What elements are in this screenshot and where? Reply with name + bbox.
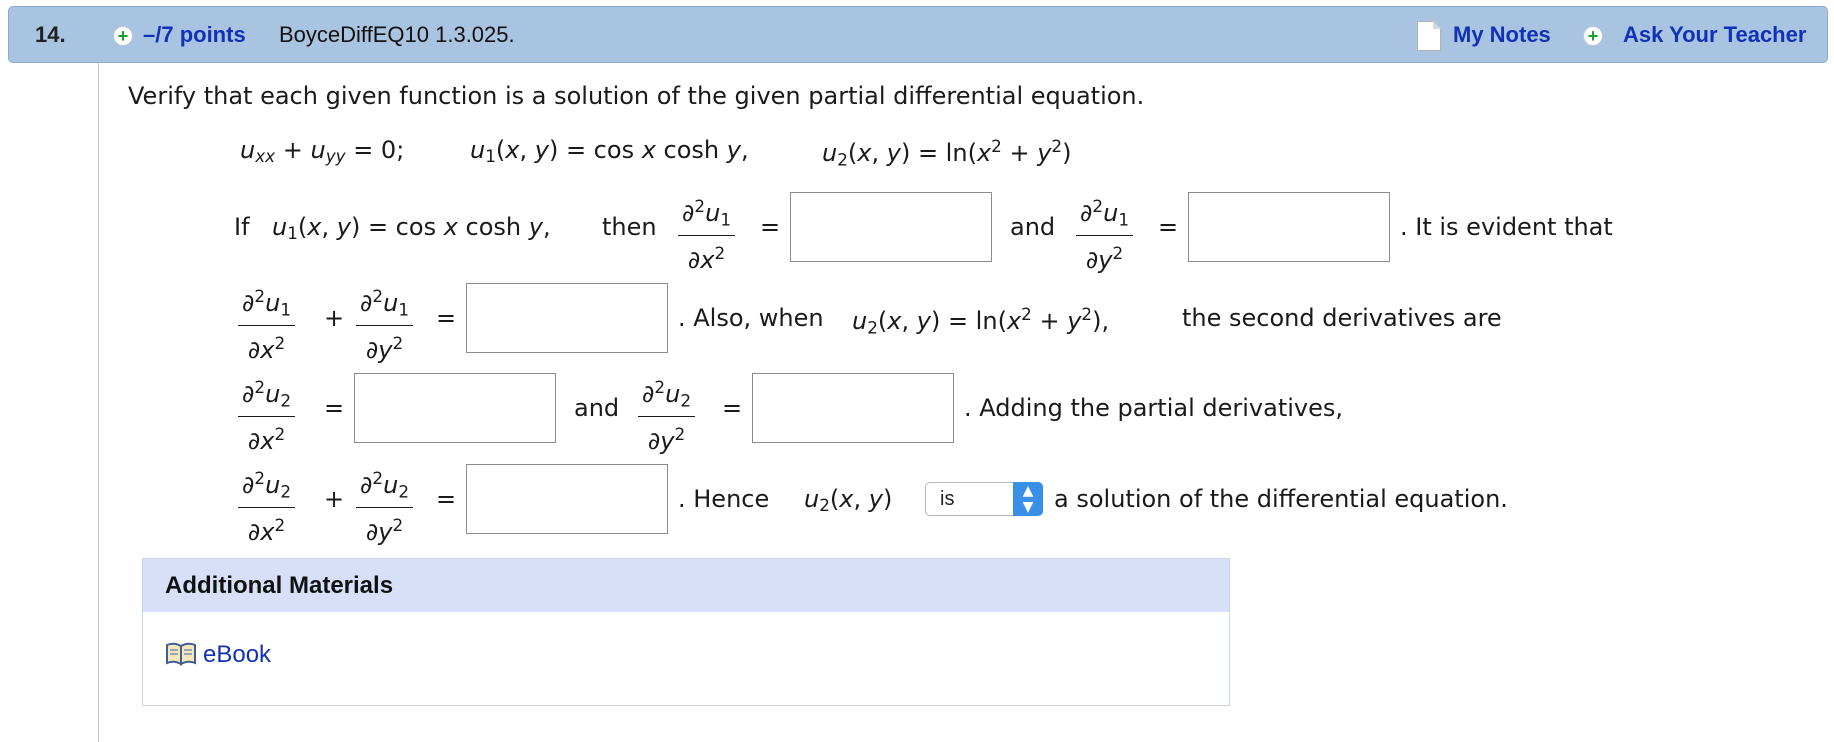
question-number: 14. bbox=[35, 21, 66, 47]
answer-u2-sum[interactable] bbox=[466, 464, 668, 534]
pde-equation: $u_{xx} + u_{yy} = 0$; bbox=[240, 136, 405, 167]
ask-teacher-link[interactable]: Ask Your Teacher bbox=[1623, 21, 1807, 47]
answer-u1-xx[interactable] bbox=[790, 192, 992, 262]
answer-u1-sum[interactable] bbox=[466, 283, 668, 353]
my-notes-link[interactable]: My Notes bbox=[1453, 21, 1551, 47]
answer-u2-yy[interactable] bbox=[752, 373, 954, 443]
solution-tail-text: a solution of the differential equation. bbox=[1054, 485, 1508, 513]
hence-text: . Hence bbox=[678, 485, 770, 513]
plus-circle-icon[interactable]: + bbox=[113, 26, 133, 46]
if-text: If bbox=[234, 213, 250, 241]
d2u2-dy2-fraction: $\frac{\partial^2u_2}{\partial y^2}$ bbox=[638, 371, 695, 459]
d2u2-dx2-fraction: $\frac{\partial^2u_2}{\partial x^2}$ bbox=[238, 371, 295, 459]
d2u1-dy2-fraction: $\frac{\partial^2u_1}{\partial y^2}$ bbox=[1076, 190, 1133, 278]
question-source: BoyceDiffEQ10 1.3.025. bbox=[279, 21, 515, 47]
answer-u1-yy[interactable] bbox=[1188, 192, 1390, 262]
also-when-text: . Also, when bbox=[678, 304, 824, 332]
u2-xy-text: $u_2(x$, y) bbox=[804, 485, 893, 516]
question-header bbox=[8, 6, 1828, 63]
select-value: is bbox=[940, 488, 955, 510]
answer-u2-xx[interactable] bbox=[354, 373, 556, 443]
plus-circle-icon[interactable]: + bbox=[1583, 26, 1603, 46]
u1-definition: $u_1(x$, y) = cos x cosh y, bbox=[470, 136, 749, 167]
additional-materials-panel bbox=[142, 558, 1230, 706]
additional-materials-title: Additional Materials bbox=[165, 572, 394, 599]
adding-text: . Adding the partial derivatives, bbox=[964, 394, 1343, 422]
d2u1-dx2-fraction: $\frac{\partial^2u_1}{\partial x^2}$ bbox=[678, 190, 735, 278]
note-icon bbox=[1417, 21, 1441, 51]
content-left-border bbox=[98, 63, 99, 742]
book-icon[interactable] bbox=[165, 641, 197, 667]
d2u2-dy2-fraction: $\frac{\partial^2u_2}{\partial y^2}$ bbox=[356, 462, 413, 550]
second-derivs-text: the second derivatives are bbox=[1182, 304, 1502, 332]
d2u1-dx2-fraction: $\frac{\partial^2u_1}{\partial x^2}$ bbox=[238, 280, 295, 368]
chevron-updown-icon[interactable]: ▲ ▼ bbox=[1013, 482, 1043, 516]
and-text: and bbox=[1010, 213, 1056, 241]
d2u1-dy2-fraction: $\frac{\partial^2u_1}{\partial y^2}$ bbox=[356, 280, 413, 368]
points-link[interactable]: –/7 points bbox=[143, 21, 246, 47]
question-prompt: Verify that each given function is a solution of the given partial differential equation. bbox=[128, 82, 1145, 110]
is-isnot-select[interactable] bbox=[925, 482, 1043, 516]
evident-text: . It is evident that bbox=[1400, 213, 1613, 241]
ebook-link[interactable]: eBook bbox=[203, 641, 272, 668]
u2-definition: $u_2(x$, $y) = \ln(x^2 + y^2)$ bbox=[822, 136, 1072, 170]
d2u2-dx2-fraction: $\frac{\partial^2u_2}{\partial x^2}$ bbox=[238, 462, 295, 550]
u1-restated: $u_1(x$, y) = cos x cosh y, bbox=[272, 213, 551, 244]
u2-restated: $u_2(x$, $y) = \ln(x^2 + y^2)$, bbox=[852, 304, 1110, 338]
additional-materials-header bbox=[143, 559, 1229, 612]
then-text: then bbox=[602, 213, 657, 241]
and-text: and bbox=[574, 394, 620, 422]
